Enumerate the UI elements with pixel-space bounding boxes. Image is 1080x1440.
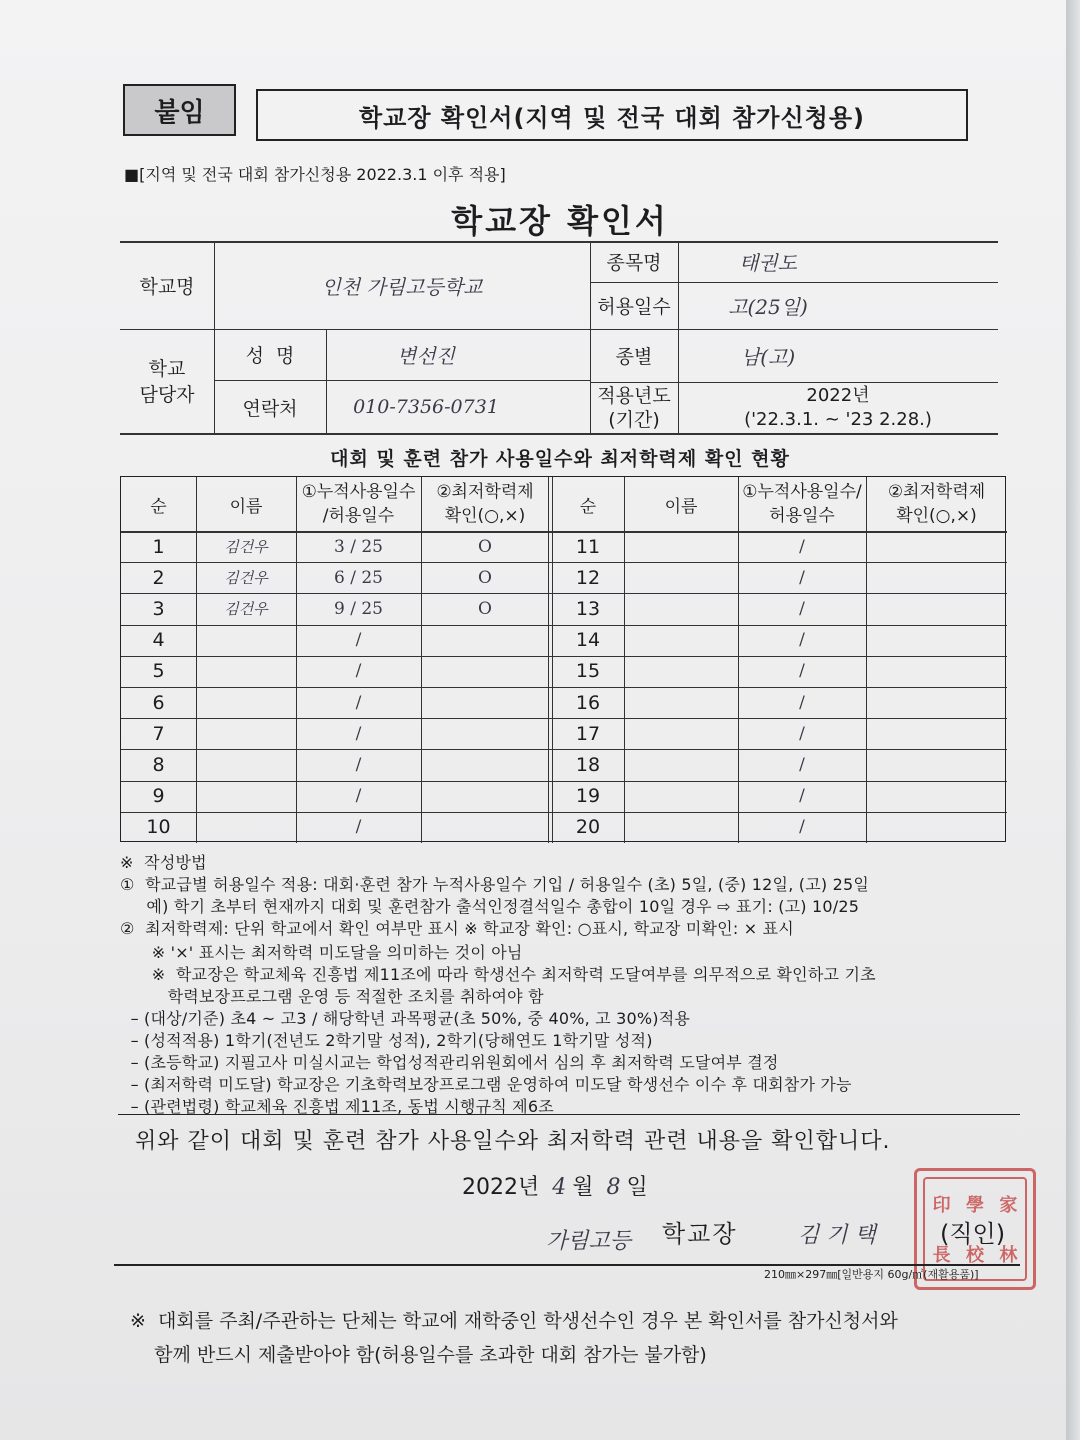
row-number: 19 xyxy=(575,785,601,808)
row-check xyxy=(421,781,549,812)
allowed-days-value: 고(25일) xyxy=(728,295,808,319)
row-name xyxy=(624,781,738,812)
row-days: 9 / 25 xyxy=(334,598,383,619)
paper-spec: 210㎜×297㎜[일반용지 60g/㎡(재활용품)] xyxy=(764,1268,979,1281)
row-check: O xyxy=(478,536,492,557)
row-number: 3 xyxy=(152,597,165,620)
row-name xyxy=(196,781,296,812)
row-number: 13 xyxy=(575,597,601,620)
row-check xyxy=(866,687,1007,718)
guide-line: ※ 작성방법 xyxy=(120,853,207,872)
row-number: 17 xyxy=(575,722,601,745)
row-check xyxy=(421,625,549,656)
seal-char: 學 xyxy=(965,1195,984,1216)
header-name-right: 이름 xyxy=(664,496,698,517)
row-name xyxy=(196,812,296,843)
header-days-left: ①누적사용일수 /허용일수 xyxy=(301,482,416,526)
row-days: / xyxy=(355,630,362,651)
row-check xyxy=(866,593,1007,624)
row-days: / xyxy=(799,786,805,807)
header-no-left: 순 xyxy=(150,496,167,517)
row-number: 16 xyxy=(575,691,601,714)
row-days: 6 / 25 xyxy=(334,567,383,588)
status-grid xyxy=(121,477,1005,841)
row-number: 12 xyxy=(575,566,601,589)
header-name-left: 이름 xyxy=(229,496,263,517)
row-name xyxy=(624,593,738,624)
row-days: / xyxy=(355,661,362,682)
contact-value: 010-7356-0731 xyxy=(353,396,499,418)
form-heading-box xyxy=(256,89,968,141)
seal-char: 校 xyxy=(965,1245,984,1266)
row-days: / xyxy=(799,817,805,838)
applicability-note: ■[지역 및 전국 대회 참가신청용 2022.3.1 이후 적용] xyxy=(124,165,506,184)
guide-line: ※ '×' 표시는 최저학력 미도달을 의미하는 것이 아님 xyxy=(120,943,523,962)
row-number: 10 xyxy=(146,816,171,839)
row-number: 5 xyxy=(152,660,165,683)
name-label: 성 명 xyxy=(245,345,295,367)
row-name xyxy=(624,656,738,687)
header-no-right: 순 xyxy=(579,496,597,517)
row-check xyxy=(421,718,549,749)
guide-line: – (최저학력 미도달) 학교장은 기초학력보장프로그램 운영하여 미도달 학생선수 이수 후 대회참가 가능 xyxy=(120,1075,852,1094)
year-label: 적용년도 (기간) xyxy=(597,385,671,431)
guide-line: ※ 학교장은 학교체육 진흥법 제11조에 따라 학생선수 최저학력 도달여부를 의무적으로 확인하고 기초 xyxy=(120,965,876,984)
guide-line: – (초등학교) 지필고사 미실시교는 학업성적관리위원회에서 심의 후 최저학력 도달여부 결정 xyxy=(120,1053,779,1072)
seal-char: 林 xyxy=(999,1245,1018,1266)
allowed-days-label: 허용일수 xyxy=(597,296,671,318)
notes-divider xyxy=(118,1114,1020,1115)
row-number: 11 xyxy=(575,535,601,558)
row-name xyxy=(624,718,738,749)
row-name: 김건우 xyxy=(224,569,268,588)
form-heading: 학교장 확인서(지역 및 전국 대회 참가신청용) xyxy=(358,103,866,132)
row-days: / xyxy=(799,723,805,744)
guide-line: – (관련법령) 학교체육 진흥법 제11조, 동법 시행규칙 제6조 xyxy=(120,1097,554,1116)
school-value: 인천 가림고등학교 xyxy=(321,274,483,299)
confirmation-date: 2022년 4 월 8 일 xyxy=(462,1175,648,1200)
row-check xyxy=(866,656,1007,687)
row-name: 김건우 xyxy=(224,538,268,557)
category-value: 남(고) xyxy=(740,345,796,369)
row-number: 8 xyxy=(152,753,165,776)
row-days: / xyxy=(799,661,805,682)
attachment-label-box xyxy=(123,84,236,136)
row-name: 김건우 xyxy=(224,600,268,619)
principal-label: 학교장 xyxy=(662,1220,738,1248)
row-check: O xyxy=(478,567,492,588)
row-check xyxy=(866,562,1007,593)
category-label: 종별 xyxy=(615,346,653,368)
row-number: 9 xyxy=(152,785,165,808)
row-days: / xyxy=(799,754,805,775)
background-paper-edge xyxy=(1066,0,1080,1440)
row-check xyxy=(866,625,1007,656)
row-days: / xyxy=(355,754,362,775)
seal-char: 家 xyxy=(999,1195,1018,1216)
year-value: 2022년 ('22.3.1. ~ '23 2.28.) xyxy=(744,385,932,430)
final-note-line-2: 함께 반드시 제출받아야 함(허용일수를 초과한 대회 참가는 불가함) xyxy=(130,1344,707,1366)
row-name xyxy=(196,656,296,687)
status-title: 대회 및 훈련 참가 사용일수와 최저학력제 확인 현황 xyxy=(330,448,790,470)
event-label: 종목명 xyxy=(606,252,662,274)
confirmation-statement: 위와 같이 대회 및 훈련 참가 사용일수와 최저학력 관련 내용을 확인합니다. xyxy=(135,1129,891,1154)
header-check-left: ②최저학력제 확인(○,×) xyxy=(436,482,534,526)
row-name xyxy=(624,687,738,718)
status-table xyxy=(120,476,1006,842)
row-number: 15 xyxy=(575,660,601,683)
page-title: 학교장 확인서 xyxy=(451,202,669,240)
row-name xyxy=(624,812,738,843)
row-name xyxy=(196,625,296,656)
row-check xyxy=(421,749,549,780)
info-table xyxy=(120,241,998,434)
row-name xyxy=(196,687,296,718)
contact-label: 연락처 xyxy=(242,397,298,420)
final-note-line-1: ※ 대회를 주최/주관하는 단체는 학교에 재학중인 학생선수인 경우 본 확인서를 참가신청서와 xyxy=(130,1310,898,1332)
row-days: / xyxy=(355,786,362,807)
guide-line: 예) 학기 초부터 현재까지 대회 및 훈련참가 출석인정결석일수 총합이 10일 경우 ⇨ 표기: (고) 10/25 xyxy=(120,897,860,916)
guide-line: 학력보장프로그램 운영 등 적절한 조치를 취하여야 함 xyxy=(120,987,544,1006)
row-number: 4 xyxy=(152,629,165,652)
guide-line: ② 최저학력제: 단위 학교에서 확인 여부만 표시 ※ 학교장 확인: ○표시, 학교장 미확인: × 표시 xyxy=(120,919,794,938)
row-days: 3 / 25 xyxy=(334,536,383,557)
principal-name: 김 기 택 xyxy=(798,1223,876,1248)
row-number: 1 xyxy=(152,535,165,558)
guide-line: – (대상/기준) 초4 ~ 고3 / 해당학년 과목평균(초 50%, 중 40%, 고 30%)적용 xyxy=(120,1009,691,1028)
row-number: 18 xyxy=(575,753,601,776)
name-value: 변선진 xyxy=(397,344,455,368)
staff-label: 학교 담당자 xyxy=(139,357,195,406)
guide-line: ① 학교급별 허용일수 적용: 대회·훈련 참가 누적사용일수 기입 / 허용일수 (초) 5일, (중) 12일, (고) 25일 xyxy=(120,875,870,894)
row-check xyxy=(421,687,549,718)
row-check xyxy=(421,812,549,843)
row-days: / xyxy=(355,692,362,713)
school-label: 학교명 xyxy=(139,275,195,298)
row-number: 7 xyxy=(152,722,165,745)
row-check xyxy=(866,812,1007,843)
event-value: 태권도 xyxy=(739,251,797,275)
row-check xyxy=(866,531,1007,562)
row-name xyxy=(196,718,296,749)
row-name xyxy=(624,749,738,780)
row-days: / xyxy=(355,817,362,838)
row-number: 14 xyxy=(575,629,601,652)
row-check xyxy=(866,749,1007,780)
row-name xyxy=(624,625,738,656)
row-days: / xyxy=(799,630,805,651)
row-days: / xyxy=(799,692,805,713)
row-days: / xyxy=(799,567,805,588)
seal-char: 印 xyxy=(932,1195,951,1216)
row-check xyxy=(866,718,1007,749)
seal-char: 長 xyxy=(932,1245,951,1266)
row-name xyxy=(624,531,738,562)
row-number: 6 xyxy=(152,691,165,714)
attachment-label: 붙임 xyxy=(154,97,205,128)
guide-line: – (성적적용) 1학기(전년도 2학기말 성적), 2학기(당해연도 1학기말 성적) xyxy=(120,1031,653,1050)
row-number: 20 xyxy=(575,816,601,839)
row-check xyxy=(421,656,549,687)
row-days: / xyxy=(799,536,805,557)
row-name xyxy=(624,562,738,593)
row-check: O xyxy=(478,598,492,619)
row-check xyxy=(866,781,1007,812)
row-days: / xyxy=(355,723,362,744)
header-days-right: ①누적사용일수/ 허용일수 xyxy=(742,482,862,526)
row-days: / xyxy=(799,598,805,619)
seal-label: (직인) xyxy=(940,1220,1006,1248)
row-name xyxy=(196,749,296,780)
header-check-right: ②최저학력제 확인(○,×) xyxy=(887,482,986,526)
school-signature: 가림고등 xyxy=(546,1229,632,1254)
row-number: 2 xyxy=(152,566,165,589)
